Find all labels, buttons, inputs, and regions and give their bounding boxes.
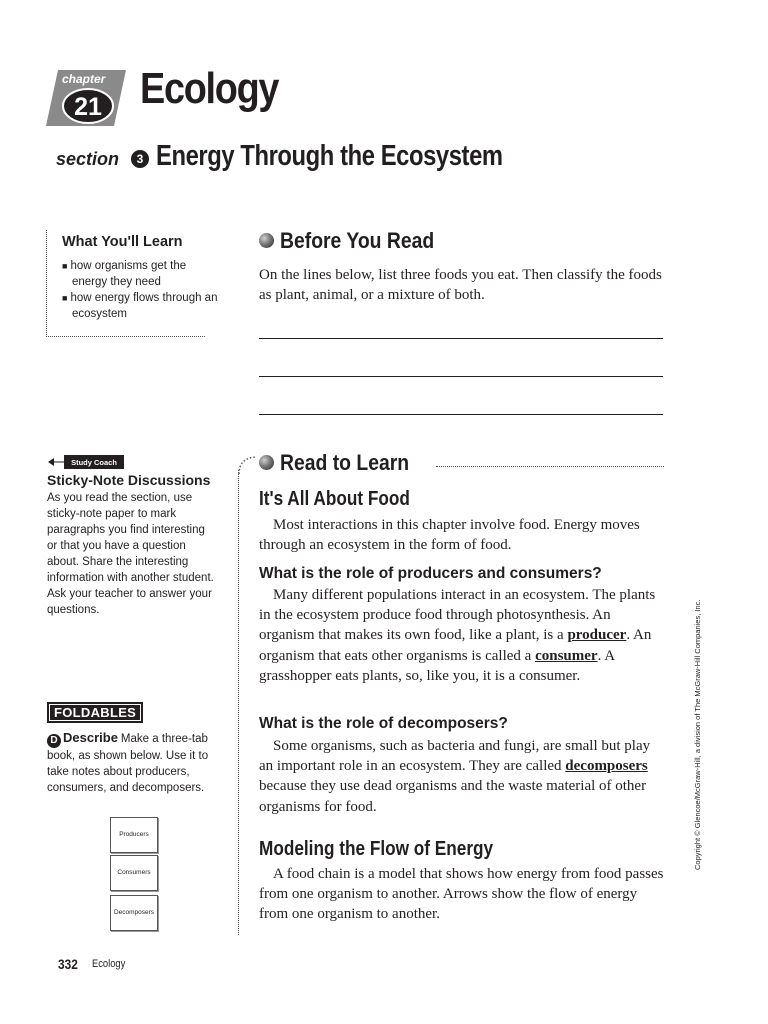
answer-line xyxy=(259,338,663,339)
tab-producers: Producers xyxy=(110,817,158,853)
chapter-badge xyxy=(44,66,134,132)
three-tab-book-illustration xyxy=(110,815,160,930)
foldables-body-text: Make a three-tab book, as shown below. Use it to take notes about producers, consumers, and decomposers. xyxy=(47,733,209,794)
paragraph: Most interactions in this chapter involve food. Energy moves through an ecosystem in the form of food. xyxy=(259,517,640,554)
copyright-notice: Copyright © Glencoe/McGraw-Hill, a division of The McGraw-Hill Companies, Inc. xyxy=(693,599,702,870)
keyword-consumer: consumer xyxy=(535,647,598,664)
section-label: section xyxy=(56,149,120,169)
foldables-instructions xyxy=(47,730,229,796)
subheading-modeling-flow: Modeling the Flow of Energy xyxy=(259,838,494,860)
before-you-read-heading: Before You Read xyxy=(280,228,435,253)
foldables-logo: FOLDABLES xyxy=(47,702,143,723)
page-number: 332 xyxy=(58,956,78,972)
read-to-learn-heading: Read to Learn xyxy=(280,450,410,475)
study-coach-tag-label: Study Coach xyxy=(71,458,117,467)
keyword-decomposers: decomposers xyxy=(565,758,648,775)
chapter-label: chapter xyxy=(62,72,106,86)
keyword-producer: producer xyxy=(567,627,627,644)
learn-item: ■ how energy flows through an ecosystem xyxy=(62,290,220,322)
chapter-number: 21 xyxy=(74,93,102,121)
heading-bullet-icon xyxy=(259,455,274,470)
section-number: 3 xyxy=(131,150,149,168)
tab-consumers: Consumers xyxy=(110,855,158,891)
heading-bullet-icon xyxy=(259,233,274,248)
subheading-all-about-food: It's All About Food xyxy=(259,488,410,510)
footer-title: Ecology xyxy=(92,958,126,970)
paragraph: A food chain is a model that shows how energy from food passes from one organism to another. Arrows show the flow of energy from one organism to another. xyxy=(259,866,664,923)
foldables-letter-icon: D xyxy=(47,734,61,748)
study-coach-title: Sticky-Note Discussions xyxy=(47,472,211,488)
study-coach-body: As you read the section, use sticky-note paper to mark paragraphs you find interesting or that you have a question about. Share the interesting information with another student. Ask your teacher to answer your questions. xyxy=(47,492,214,616)
learn-item: ■ how organisms get the energy they need xyxy=(62,258,220,290)
answer-line xyxy=(259,376,663,377)
chapter-title: Ecology xyxy=(140,64,279,113)
tab-decomposers: Decomposers xyxy=(110,895,158,931)
before-you-read-text: On the lines below, list three foods you eat. Then classify the foods as plant, animal, or a mixture of both. xyxy=(259,267,662,304)
learn-title: What You'll Learn xyxy=(62,234,183,250)
study-coach-tag xyxy=(48,455,124,469)
answer-line xyxy=(259,414,663,415)
paragraph: Many different populations interact in an ecosystem. The plants in the ecosystem produce food through photosynthesis. An organism that makes its own food, like a plant, is a producer. An organism that eats other organisms is called a consumer. A grasshopper eats plants, so, like you, it is a consumer. xyxy=(259,587,656,684)
paragraph: Some organisms, such as bacteria and fungi, are small but play an important role in an ecosystem. They are called decomposers because they use dead organisms and the waste material of other organisms for food. xyxy=(259,738,651,815)
divider-curve xyxy=(238,455,260,475)
question-decomposers: What is the role of decomposers? xyxy=(259,715,508,732)
heading-rule xyxy=(436,466,664,467)
describe-label: Describe xyxy=(63,730,118,745)
column-divider xyxy=(238,470,240,935)
question-producers-consumers: What is the role of producers and consumers? xyxy=(259,565,602,582)
section-title: Energy Through the Ecosystem xyxy=(156,140,503,172)
